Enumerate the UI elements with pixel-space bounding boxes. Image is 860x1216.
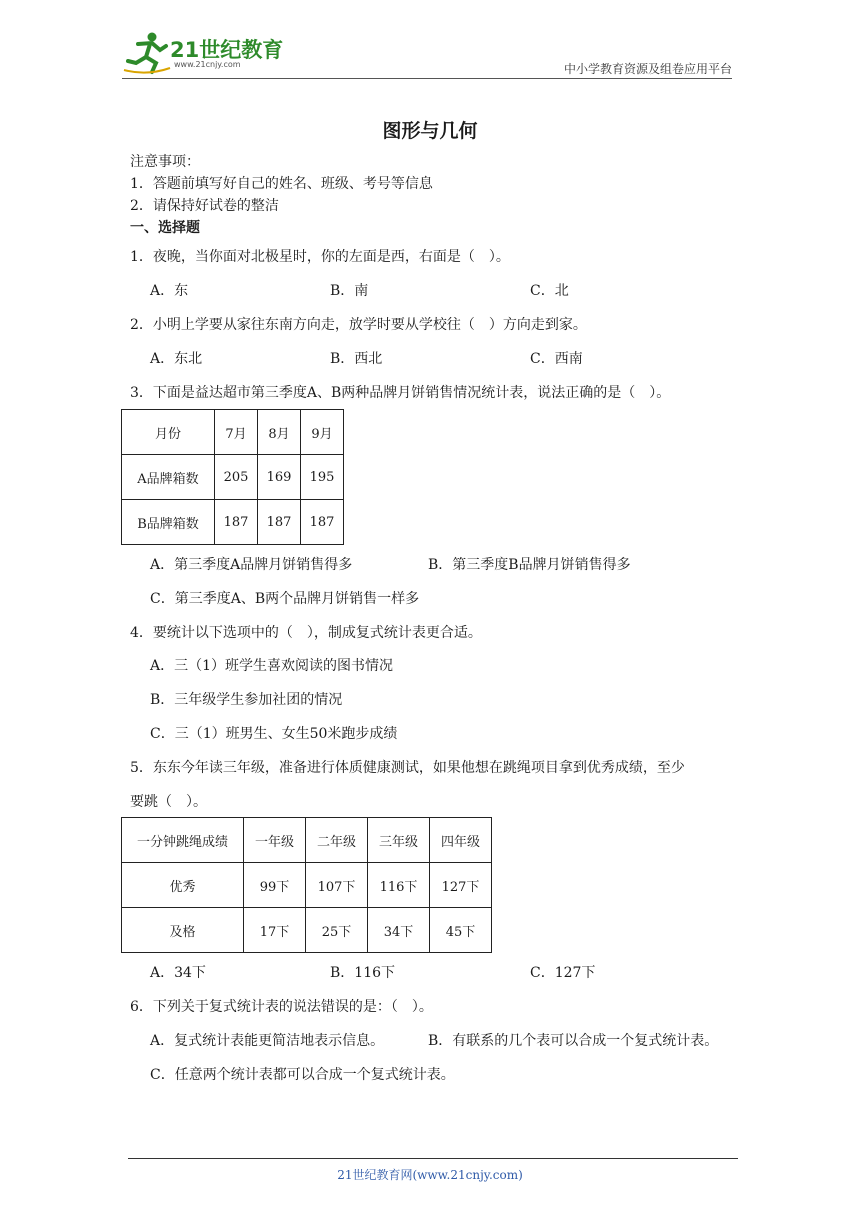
- notice-item: 2．请保持好试卷的整洁: [130, 198, 279, 214]
- table-cell: 8月: [258, 410, 301, 455]
- option-6b: B．有联系的几个表可以合成一个复式统计表。: [428, 1033, 719, 1049]
- table-cell: 187: [258, 500, 301, 545]
- table-cell: 205: [215, 455, 258, 500]
- option-4b: B．三年级学生参加社团的情况: [150, 692, 343, 708]
- table-cell: 45下: [430, 908, 492, 953]
- logo-text: 21世纪教育: [170, 38, 284, 62]
- option-1b: B．南: [330, 283, 369, 299]
- question-stem-2: 2．小明上学要从家往东南方向走，放学时要从学校往（ ）方向走到家。: [130, 317, 587, 333]
- option-6c: C．任意两个统计表都可以合成一个复式统计表。: [150, 1067, 455, 1083]
- notice-item: 1．答题前填写好自己的姓名、班级、考号等信息: [130, 176, 433, 192]
- table-cell: 一年级: [244, 818, 306, 863]
- table-cell: 187: [301, 500, 344, 545]
- footer-divider: [128, 1158, 738, 1159]
- table-row: [122, 863, 492, 908]
- header-divider: [122, 78, 732, 79]
- logo: [122, 30, 292, 76]
- table-row: [122, 455, 344, 500]
- option-6a: A．复式统计表能更简洁地表示信息。: [150, 1033, 385, 1049]
- option-5c: C．127下: [530, 965, 596, 981]
- table-row: [122, 500, 344, 545]
- table-cell: 107下: [306, 863, 368, 908]
- option-3a: A．第三季度A品牌月饼销售得多: [150, 557, 353, 573]
- option-4c: C．三（1）班男生、女生50米跑步成绩: [150, 726, 398, 742]
- page-title: 图形与几何: [382, 120, 478, 142]
- table-cell: 四年级: [430, 818, 492, 863]
- table-row: [122, 908, 492, 953]
- table-cell: 127下: [430, 863, 492, 908]
- table-cell: 116下: [368, 863, 430, 908]
- option-4a: A．三（1）班学生喜欢阅读的图书情况: [150, 658, 394, 674]
- question-stem-4: 4．要统计以下选项中的（ ），制成复式统计表更合适。: [130, 625, 482, 641]
- option-3c: C．第三季度A、B两个品牌月饼销售一样多: [150, 591, 420, 607]
- option-1a: A．东: [150, 283, 189, 299]
- table-cell: 17下: [244, 908, 306, 953]
- option-1c: C．北: [530, 283, 569, 299]
- table-cell: 9月: [301, 410, 344, 455]
- footer-link[interactable]: 21世纪教育网(www.21cnjy.com): [337, 1168, 523, 1182]
- question-stem-5-cont: 要跳（ ）。: [130, 794, 207, 810]
- table-cell: 187: [215, 500, 258, 545]
- section-heading: 一、选择题: [130, 220, 200, 236]
- rope-skipping-table: [121, 817, 492, 953]
- table-cell: 优秀: [122, 863, 244, 908]
- table-cell: 三年级: [368, 818, 430, 863]
- table-cell: A品牌箱数: [122, 455, 215, 500]
- platform-label: 中小学教育资源及组卷应用平台: [563, 62, 732, 76]
- table-cell: 99下: [244, 863, 306, 908]
- option-2a: A．东北: [150, 351, 203, 367]
- question-stem-3: 3．下面是益达超市第三季度A、B两种品牌月饼销售情况统计表，说法正确的是（ ）。: [130, 385, 671, 401]
- page-header: [122, 30, 732, 80]
- question-stem-5: 5．东东今年读三年级，准备进行体质健康测试，如果他想在跳绳项目拿到优秀成绩，至少: [130, 760, 685, 776]
- table-cell: 二年级: [306, 818, 368, 863]
- table-cell: 169: [258, 455, 301, 500]
- table-cell: 及格: [122, 908, 244, 953]
- option-2c: C．西南: [530, 351, 583, 367]
- question-stem-1: 1．夜晚，当你面对北极星时，你的左面是西，右面是（ ）。: [130, 249, 510, 265]
- question-stem-6: 6．下列关于复式统计表的说法错误的是：（ ）。: [130, 999, 433, 1015]
- table-cell: 月份: [122, 410, 215, 455]
- table-cell: 25下: [306, 908, 368, 953]
- logo-url: www.21cnjy.com: [174, 60, 241, 69]
- table-cell: 一分钟跳绳成绩: [122, 818, 244, 863]
- table-cell: B品牌箱数: [122, 500, 215, 545]
- option-5b: B．116下: [330, 965, 396, 981]
- option-3b: B．第三季度B品牌月饼销售得多: [428, 557, 631, 573]
- notice-heading: 注意事项：: [130, 154, 200, 170]
- table-cell: 7月: [215, 410, 258, 455]
- table-cell: 195: [301, 455, 344, 500]
- table-cell: 34下: [368, 908, 430, 953]
- runner-logo-icon: [122, 30, 172, 76]
- option-5a: A．34下: [150, 965, 206, 981]
- table-header-row: [122, 410, 344, 455]
- table-header-row: [122, 818, 492, 863]
- sales-table: [121, 409, 344, 545]
- option-2b: B．西北: [330, 351, 383, 367]
